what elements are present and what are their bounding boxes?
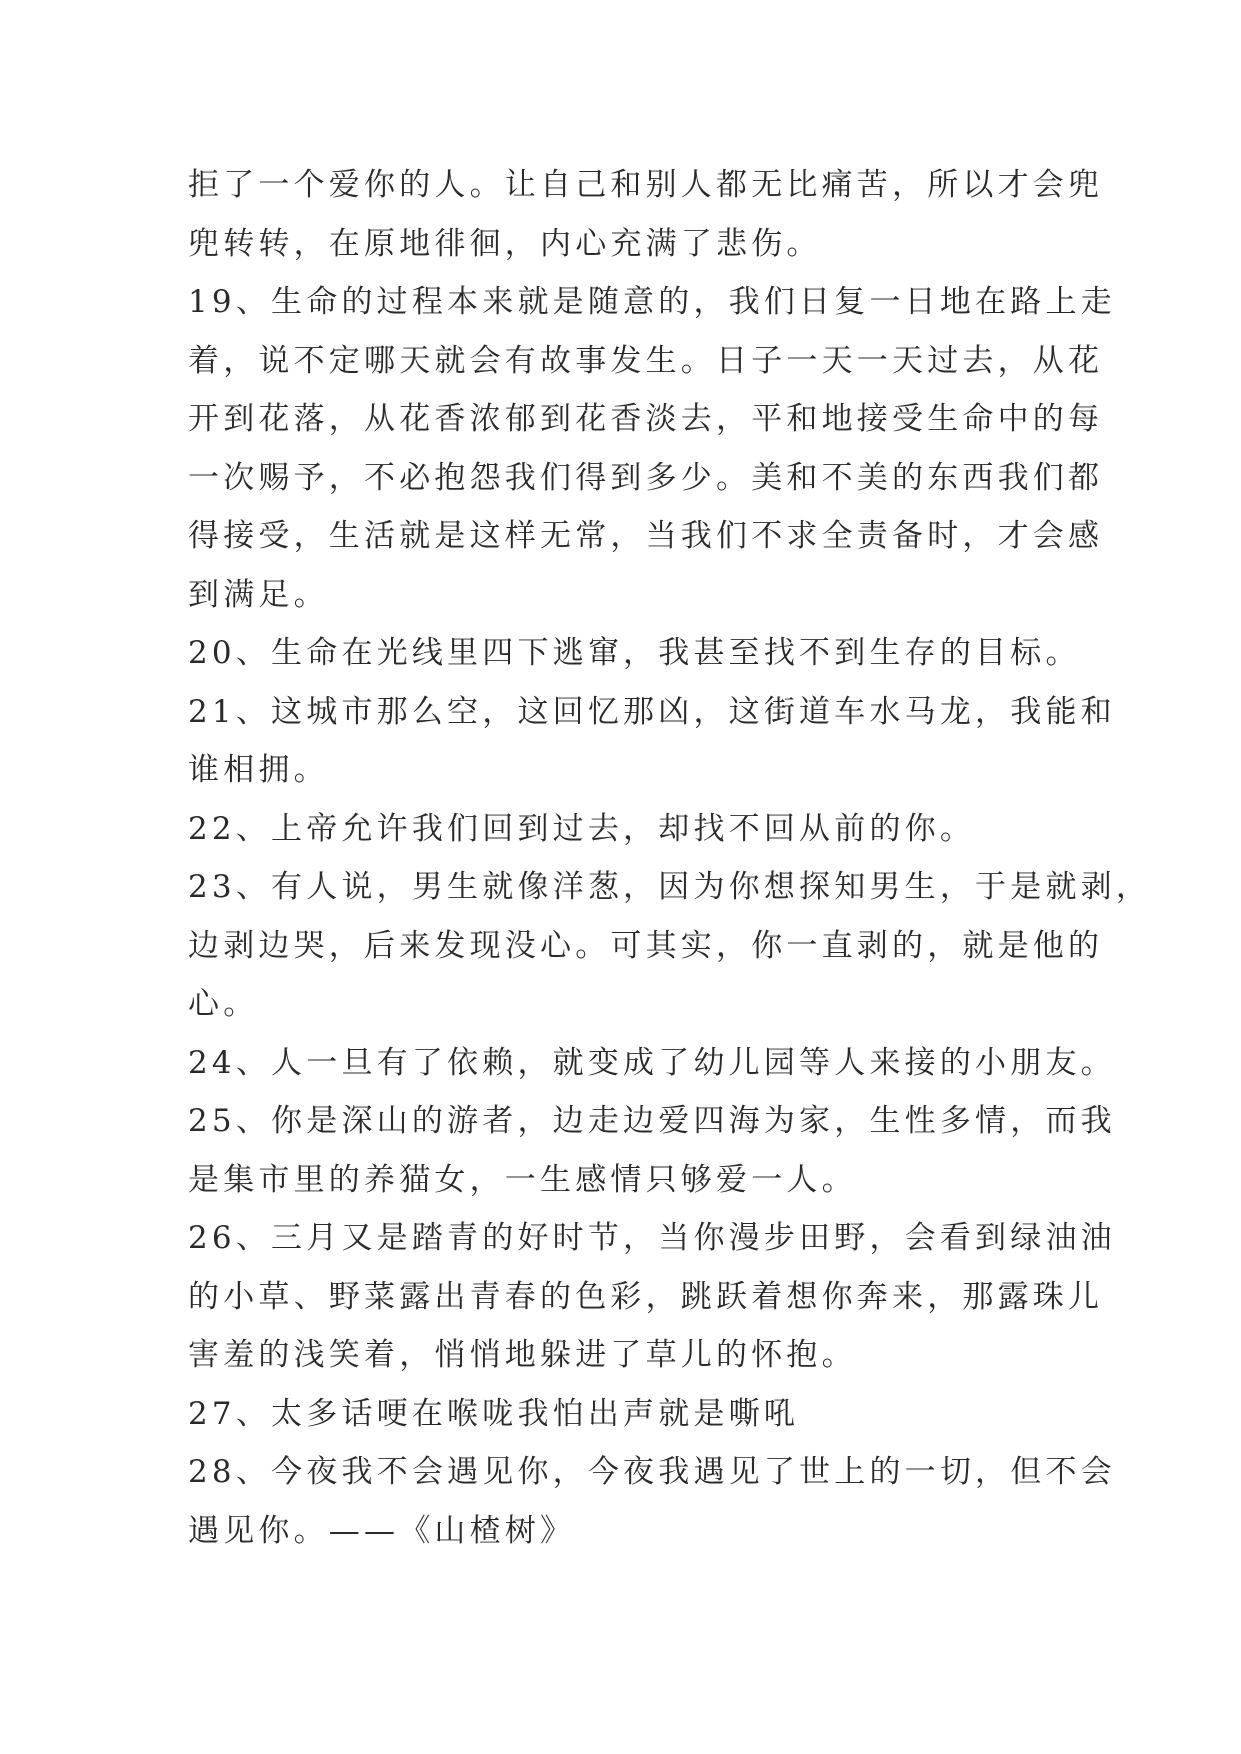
- text-line: 一次赐予，不必抱怨我们得到多少。美和不美的东西我们都: [188, 459, 1104, 496]
- text-line: 得接受，生活就是这样无常，当我们不求全责备时，才会感: [188, 518, 1104, 554]
- text-line: 遇见你。——《山楂树》: [188, 1512, 576, 1549]
- text-line: 是集市里的养猫女，一生感情只够爱一人。: [188, 1161, 857, 1198]
- text-line: 27、太多话哽在喉咙我怕出声就是嘶吼: [188, 1395, 800, 1432]
- text-line: 兜转转，在原地徘徊，内心充满了悲伤。: [188, 225, 822, 262]
- text-line: 拒了一个爱你的人。让自己和别人都无比痛苦，所以才会兜: [188, 167, 1104, 203]
- text-line: 到满足。: [188, 576, 329, 613]
- text-line: 着，说不定哪天就会有故事发生。日子一天一天过去，从花: [188, 342, 1104, 379]
- text-line: 23、有人说，男生就像洋葱，因为你想探知男生，于是就剥，: [188, 869, 1152, 905]
- text-line: 28、今夜我不会遇见你，今夜我遇见了世上的一切，但不会: [188, 1454, 1116, 1490]
- text-line: 害羞的浅笑着，悄悄地躲进了草儿的怀抱。: [188, 1337, 857, 1373]
- text-line: 25、你是深山的游者，边走边爱四海为家，生性多情，而我: [188, 1103, 1116, 1139]
- text-line: 22、上帝允许我们回到过去，却找不回从前的你。: [188, 810, 976, 847]
- text-line: 20、生命在光线里四下逃窜，我甚至找不到生存的目标。: [188, 635, 1081, 671]
- text-line: 边剥边哭，后来发现没心。可其实，你一直剥的，就是他的: [188, 927, 1104, 964]
- text-line: 19、生命的过程本来就是随意的，我们日复一日地在路上走: [188, 284, 1116, 320]
- text-line: 谁相拥。: [188, 752, 329, 788]
- text-line: 开到花落，从花香浓郁到花香淡去，平和地接受生命中的每: [188, 401, 1104, 437]
- text-line: 21、这城市那么空，这回忆那凶，这街道车水马龙，我能和: [188, 693, 1116, 730]
- text-line: 心。: [188, 986, 259, 1022]
- text-line: 24、人一旦有了依赖，就变成了幼儿园等人来接的小朋友。: [188, 1044, 1116, 1081]
- document-body: [188, 156, 1152, 1560]
- text-line: 26、三月又是踏青的好时节，当你漫步田野，会看到绿油油: [188, 1220, 1116, 1256]
- text-line: 的小草、野菜露出青春的色彩，跳跃着想你奔来，那露珠儿: [188, 1278, 1104, 1315]
